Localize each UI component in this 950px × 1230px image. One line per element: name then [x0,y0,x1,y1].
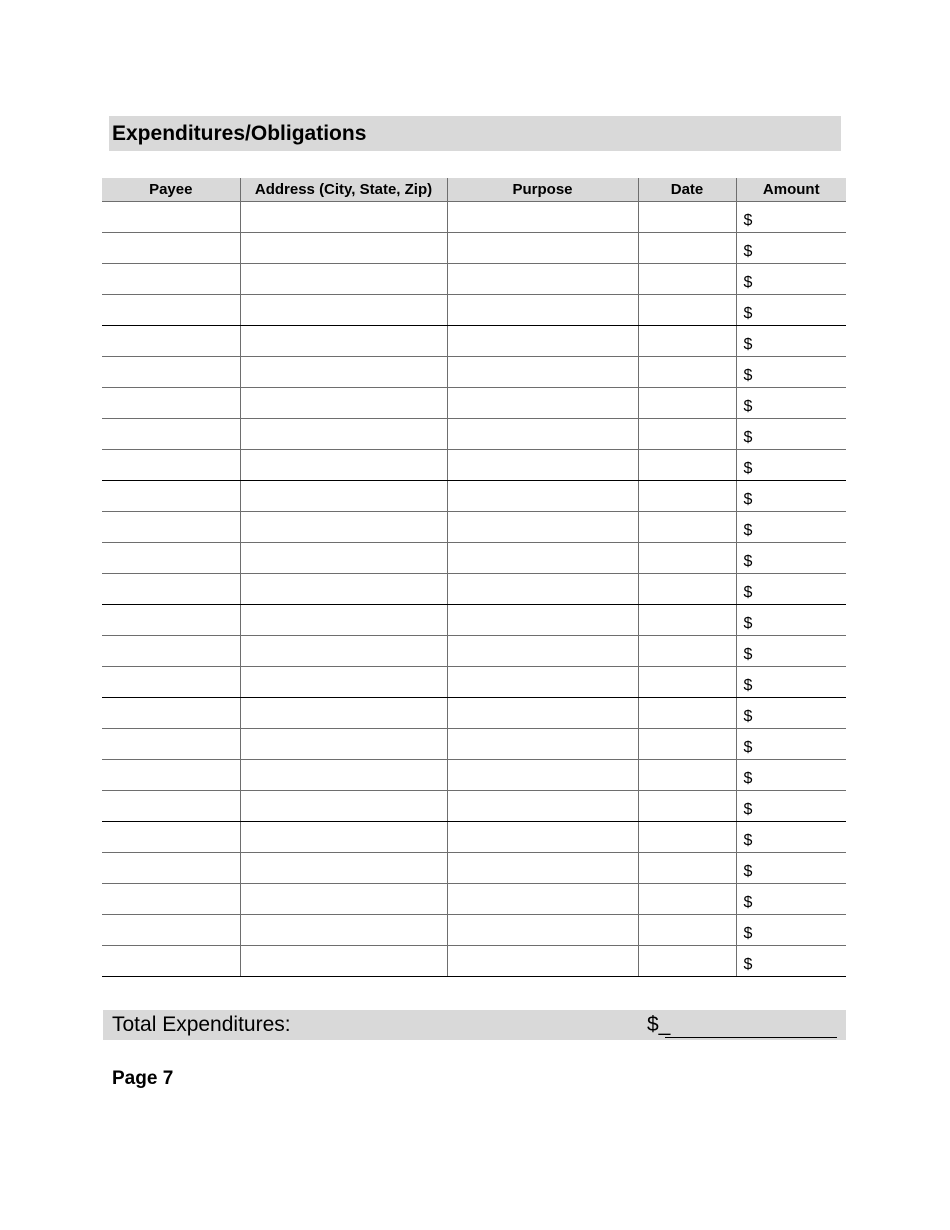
amount-cell[interactable] [736,604,846,635]
table-row [102,604,846,635]
table-row [102,728,846,759]
amount-cell[interactable] [736,635,846,666]
column-header-payee: Payee [102,178,240,201]
payee-cell[interactable] [102,294,240,325]
currency-symbol: $ [743,645,753,663]
purpose-cell[interactable] [447,604,638,635]
purpose-cell[interactable] [447,790,638,821]
purpose-cell[interactable] [447,418,638,449]
amount-cell[interactable] [736,697,846,728]
address-cell[interactable] [240,232,447,263]
address-cell[interactable] [240,852,447,883]
amount-cell[interactable] [736,511,846,542]
currency-symbol: $ [743,924,753,942]
table-body [102,201,846,976]
purpose-cell[interactable] [447,232,638,263]
purpose-cell[interactable] [447,542,638,573]
amount-cell[interactable] [736,387,846,418]
amount-cell[interactable] [736,201,846,232]
column-header-amount: Amount [736,178,846,201]
date-cell[interactable] [638,945,736,976]
date-cell[interactable] [638,480,736,511]
purpose-cell[interactable] [447,511,638,542]
currency-symbol: $ [743,521,753,539]
address-cell[interactable] [240,728,447,759]
address-cell[interactable] [240,387,447,418]
currency-symbol: $ [743,366,753,384]
currency-symbol: $ [743,583,753,601]
table-row [102,542,846,573]
purpose-cell[interactable] [447,263,638,294]
date-cell[interactable] [638,635,736,666]
purpose-cell[interactable] [447,325,638,356]
address-cell[interactable] [240,542,447,573]
payee-cell[interactable] [102,511,240,542]
date-cell[interactable] [638,325,736,356]
amount-cell[interactable] [736,790,846,821]
table-row [102,387,846,418]
amount-cell[interactable] [736,914,846,945]
payee-cell[interactable] [102,449,240,480]
payee-cell[interactable] [102,604,240,635]
payee-cell[interactable] [102,852,240,883]
purpose-cell[interactable] [447,821,638,852]
date-cell[interactable] [638,511,736,542]
amount-cell[interactable] [736,263,846,294]
amount-cell[interactable] [736,728,846,759]
total-expenditures-value: $_ [647,1013,671,1036]
table-row [102,635,846,666]
payee-cell[interactable] [102,697,240,728]
purpose-cell[interactable] [447,914,638,945]
address-cell[interactable] [240,604,447,635]
payee-cell[interactable] [102,759,240,790]
table-header-row [102,178,846,201]
address-cell[interactable] [240,511,447,542]
currency-symbol: $ [743,490,753,508]
address-cell[interactable] [240,573,447,604]
date-cell[interactable] [638,852,736,883]
currency-symbol: $ [743,273,753,291]
table-row [102,356,846,387]
table-row [102,573,846,604]
table-row [102,480,846,511]
amount-cell[interactable] [736,356,846,387]
currency-symbol: $ [743,428,753,446]
amount-cell[interactable] [736,759,846,790]
section-title: Expenditures/Obligations [109,116,841,151]
purpose-cell[interactable] [447,356,638,387]
total-expenditures-label: Total Expenditures: [112,1013,291,1036]
address-cell[interactable] [240,356,447,387]
payee-cell[interactable] [102,883,240,914]
table-row [102,325,846,356]
payee-cell[interactable] [102,790,240,821]
amount-cell[interactable] [736,573,846,604]
date-cell[interactable] [638,604,736,635]
table-row [102,790,846,821]
purpose-cell[interactable] [447,728,638,759]
table-row [102,883,846,914]
column-header-address: Address (City, State, Zip) [240,178,447,201]
amount-cell[interactable] [736,294,846,325]
date-cell[interactable] [638,728,736,759]
date-cell[interactable] [638,201,736,232]
currency-symbol: $ [743,614,753,632]
payee-cell[interactable] [102,387,240,418]
table-row [102,449,846,480]
date-cell[interactable] [638,449,736,480]
amount-cell[interactable] [736,418,846,449]
currency-symbol: $ [743,552,753,570]
currency-symbol: $ [743,800,753,818]
currency-symbol: $ [743,335,753,353]
table-row [102,511,846,542]
amount-cell[interactable] [736,883,846,914]
purpose-cell[interactable] [447,480,638,511]
purpose-cell[interactable] [447,635,638,666]
purpose-cell[interactable] [447,573,638,604]
address-cell[interactable] [240,759,447,790]
amount-cell[interactable] [736,821,846,852]
payee-cell[interactable] [102,542,240,573]
address-cell[interactable] [240,449,447,480]
table-row [102,294,846,325]
payee-cell[interactable] [102,728,240,759]
date-cell[interactable] [638,759,736,790]
address-cell[interactable] [240,914,447,945]
table-row [102,232,846,263]
column-header-date: Date [638,178,736,201]
address-cell[interactable] [240,821,447,852]
page-number: Page 7 [112,1068,174,1089]
amount-cell[interactable] [736,480,846,511]
table-row [102,914,846,945]
payee-cell[interactable] [102,635,240,666]
table-row [102,821,846,852]
purpose-cell[interactable] [447,666,638,697]
date-cell[interactable] [638,697,736,728]
purpose-cell[interactable] [447,945,638,976]
currency-symbol: $ [743,955,753,973]
table-row [102,759,846,790]
payee-cell[interactable] [102,945,240,976]
date-cell[interactable] [638,542,736,573]
currency-symbol: $ [743,707,753,725]
date-cell[interactable] [638,356,736,387]
currency-symbol: $ [743,459,753,477]
total-expenditures-bar [103,1010,846,1040]
address-cell[interactable] [240,883,447,914]
date-cell[interactable] [638,821,736,852]
date-cell[interactable] [638,914,736,945]
expenditures-table [102,178,846,977]
table-row [102,945,846,976]
address-cell[interactable] [240,294,447,325]
currency-symbol: $ [743,676,753,694]
currency-symbol: $ [743,738,753,756]
purpose-cell[interactable] [447,294,638,325]
purpose-cell[interactable] [447,387,638,418]
currency-symbol: $ [743,769,753,787]
address-cell[interactable] [240,697,447,728]
date-cell[interactable] [638,418,736,449]
date-cell[interactable] [638,387,736,418]
purpose-cell[interactable] [447,852,638,883]
table-row [102,666,846,697]
payee-cell[interactable] [102,325,240,356]
payee-cell[interactable] [102,914,240,945]
table-row [102,263,846,294]
amount-cell[interactable] [736,449,846,480]
address-cell[interactable] [240,666,447,697]
purpose-cell[interactable] [447,883,638,914]
table-row [102,201,846,232]
currency-symbol: $ [743,304,753,322]
currency-symbol: $ [743,211,753,229]
purpose-cell[interactable] [447,697,638,728]
payee-cell[interactable] [102,232,240,263]
currency-symbol: $ [743,893,753,911]
amount-cell[interactable] [736,542,846,573]
date-cell[interactable] [638,263,736,294]
address-cell[interactable] [240,325,447,356]
payee-cell[interactable] [102,418,240,449]
table-row [102,852,846,883]
date-cell[interactable] [638,790,736,821]
address-cell[interactable] [240,945,447,976]
address-cell[interactable] [240,418,447,449]
total-expenditures-field-line[interactable] [665,1037,837,1038]
table-row [102,418,846,449]
payee-cell[interactable] [102,201,240,232]
address-cell[interactable] [240,201,447,232]
date-cell[interactable] [638,294,736,325]
column-header-purpose: Purpose [447,178,638,201]
address-cell[interactable] [240,263,447,294]
currency-symbol: $ [743,242,753,260]
address-cell[interactable] [240,480,447,511]
date-cell[interactable] [638,232,736,263]
payee-cell[interactable] [102,263,240,294]
payee-cell[interactable] [102,821,240,852]
currency-symbol: $ [743,397,753,415]
amount-cell[interactable] [736,852,846,883]
address-cell[interactable] [240,790,447,821]
date-cell[interactable] [638,573,736,604]
amount-cell[interactable] [736,945,846,976]
purpose-cell[interactable] [447,201,638,232]
amount-cell[interactable] [736,325,846,356]
date-cell[interactable] [638,883,736,914]
date-cell[interactable] [638,666,736,697]
address-cell[interactable] [240,635,447,666]
amount-cell[interactable] [736,232,846,263]
table-row [102,697,846,728]
currency-symbol: $ [743,862,753,880]
purpose-cell[interactable] [447,449,638,480]
payee-cell[interactable] [102,480,240,511]
amount-cell[interactable] [736,666,846,697]
purpose-cell[interactable] [447,759,638,790]
payee-cell[interactable] [102,666,240,697]
currency-symbol: $ [743,831,753,849]
payee-cell[interactable] [102,356,240,387]
payee-cell[interactable] [102,573,240,604]
